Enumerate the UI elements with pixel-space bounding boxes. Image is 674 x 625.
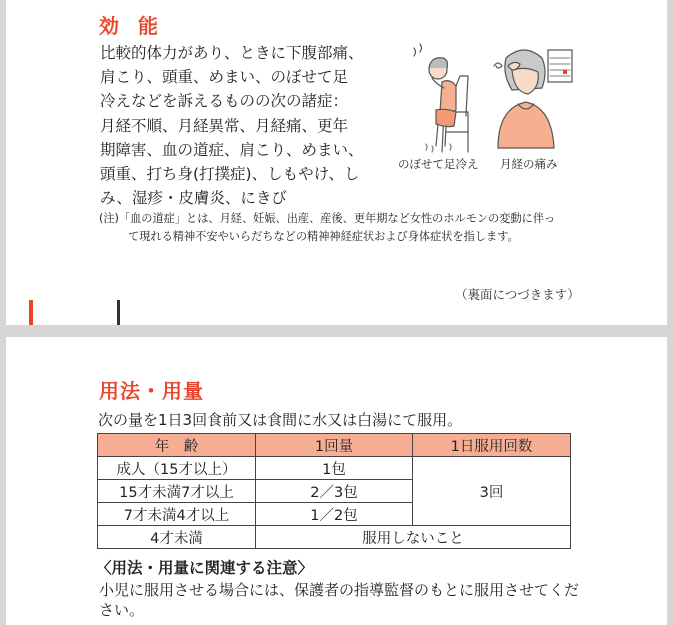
dose-cell: 2／3包 — [256, 480, 413, 503]
dosage-title: 用法・用量 — [99, 379, 204, 403]
dosage-intro: 次の量を1日3回食前又は食間に水又は白湯にて服用。 — [98, 411, 463, 429]
illustration-caption: 月経の痛み — [500, 157, 558, 171]
caution-title: 〈用法・用量に関連する注意〉 — [96, 559, 314, 577]
efficacy-line: 月経不順、月経異常、月経痛、更年 — [100, 116, 349, 135]
red-marker-bar — [29, 300, 33, 325]
table-header-row — [98, 434, 571, 457]
efficacy-line: 頭重、打ち身(打撲症)、しもやけ、し — [100, 165, 360, 184]
page-efficacy — [6, 0, 667, 325]
note-line: (注)「血の道症」とは、月経、妊娠、出産、産後、更年期など女性のホルモンの変動に伴っ — [99, 212, 556, 225]
dose-cell: 1包 — [256, 457, 413, 480]
header-times-per-day: 1日服用回数 — [413, 434, 571, 457]
menstrual-pain-illustration — [492, 44, 576, 158]
illustration-caption: のぼせて足冷え — [398, 157, 479, 171]
efficacy-line: 期障害、血の道症、肩こり、めまい、 — [100, 140, 364, 159]
age-cell: 成人（15才以上） — [98, 457, 256, 480]
times-per-day-cell: 3回 — [413, 457, 571, 526]
age-cell: 7才未満4才以上 — [98, 503, 256, 526]
dosage-table — [97, 433, 571, 549]
efficacy-line: 比較的体力があり、ときに下腹部痛、 — [100, 44, 364, 62]
caution-text: 小児に服用させる場合には、保護者の指導監督のもとに服用させてください。 — [99, 581, 580, 619]
header-age: 年 齢 — [98, 434, 256, 457]
dose-cell: 1／2包 — [256, 503, 413, 526]
dark-marker-bar — [117, 300, 120, 325]
page-dosage — [6, 337, 667, 625]
dose-cell: 服用しないこと — [256, 526, 571, 549]
table-row — [98, 457, 571, 480]
efficacy-line: 冷えなどを訴えるものの次の諸症： — [100, 92, 349, 111]
age-cell: 15才未満7才以上 — [98, 480, 256, 503]
age-cell: 4才未満 — [98, 526, 256, 549]
note-line: て現れる精神不安やいらだちなどの精神神経症状および身体症状を指します。 — [128, 230, 519, 243]
blood-path-note — [99, 210, 555, 246]
continue-on-back-text: （裏面につづきます） — [455, 287, 580, 302]
hot-flash-cold-feet-illustration — [406, 42, 486, 156]
efficacy-title: 効 能 — [99, 14, 164, 38]
efficacy-line: み、湿疹・皮膚炎、にきび — [100, 189, 287, 208]
table-row — [98, 526, 571, 549]
efficacy-line: 肩こり、頭重、めまい、のぼせて足 — [100, 68, 349, 87]
efficacy-text — [100, 41, 364, 210]
header-single-dose: 1回量 — [256, 434, 413, 457]
